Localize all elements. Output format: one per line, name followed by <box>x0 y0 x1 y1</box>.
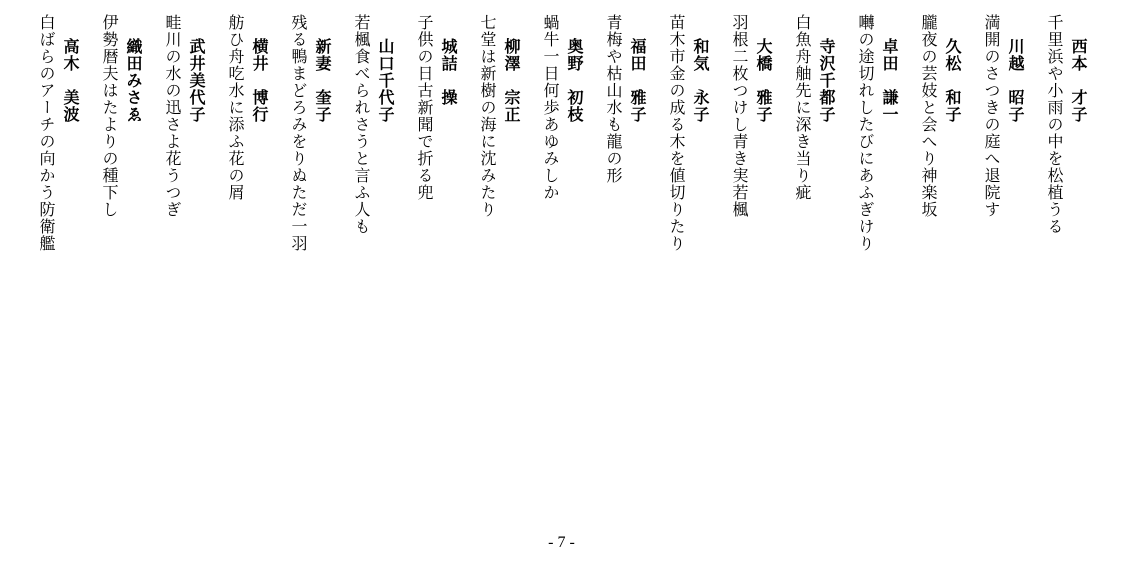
haiku-poem: 残る鴨まどろみをりぬただ一羽 <box>289 14 308 252</box>
haiku-poem: 囀の途切れしたびにあふぎけり <box>856 14 875 252</box>
author-name: 城詰 操 <box>439 38 458 106</box>
haiku-poem: 若楓食べられさうと言ふ人も <box>352 14 371 235</box>
author-name: 久松 和子 <box>943 38 962 123</box>
page-number: - 7 - <box>548 534 575 551</box>
author-name: 武井美代子 <box>187 38 206 123</box>
haiku-poem: 千里浜や小雨の中を松植うる <box>1045 14 1064 235</box>
author-name: 柳澤 宗正 <box>502 38 521 123</box>
haiku-poem: 伊勢暦夫はたよりの種下し <box>100 14 119 218</box>
author-name: 福田 雅子 <box>628 38 647 123</box>
haiku-poem: 七堂は新樹の海に沈みたり <box>478 14 497 218</box>
haiku-poem: 満開のさつきの庭へ退院す <box>982 14 1001 218</box>
author-name: 新妻 奎子 <box>313 38 332 123</box>
haiku-poem: 苗木市金の成る木を値切りたり <box>667 14 686 252</box>
haiku-poem: 朧夜の芸妓と会へり神楽坂 <box>919 14 938 218</box>
author-name: 卓田 謙一 <box>880 38 899 123</box>
author-name: 川越 昭子 <box>1006 38 1025 123</box>
author-name: 織田みさゑ <box>124 38 143 123</box>
haiku-poem: 蝸牛一日何歩あゆみしか <box>541 14 560 201</box>
haiku-poem: 青梅や枯山水も龍の形 <box>604 14 623 184</box>
haiku-poem: 羽根二枚つけし青き実若楓 <box>730 14 749 218</box>
haiku-poem: 子供の日古新聞で折る兜 <box>415 14 434 201</box>
author-name: 和気 永子 <box>691 38 710 123</box>
author-name: 奥野 初枝 <box>565 38 584 123</box>
haiku-poem: 白ばらのアーチの向かう防衛艦 <box>37 14 56 252</box>
haiku-poem: 舫ひ舟吃水に添ふ花の屑 <box>226 14 245 201</box>
author-name: 高木 美波 <box>61 38 80 123</box>
author-name: 寺沢千都子 <box>817 38 836 123</box>
haiku-poem: 畦川の水の迅さよ花うつぎ <box>163 14 182 218</box>
author-name: 西本 才子 <box>1069 38 1088 123</box>
author-name: 山口千代子 <box>376 38 395 123</box>
author-name: 大橋 雅子 <box>754 38 773 123</box>
author-name: 横井 博行 <box>250 38 269 123</box>
haiku-poem: 白魚舟舳先に深き当り疵 <box>793 14 812 201</box>
